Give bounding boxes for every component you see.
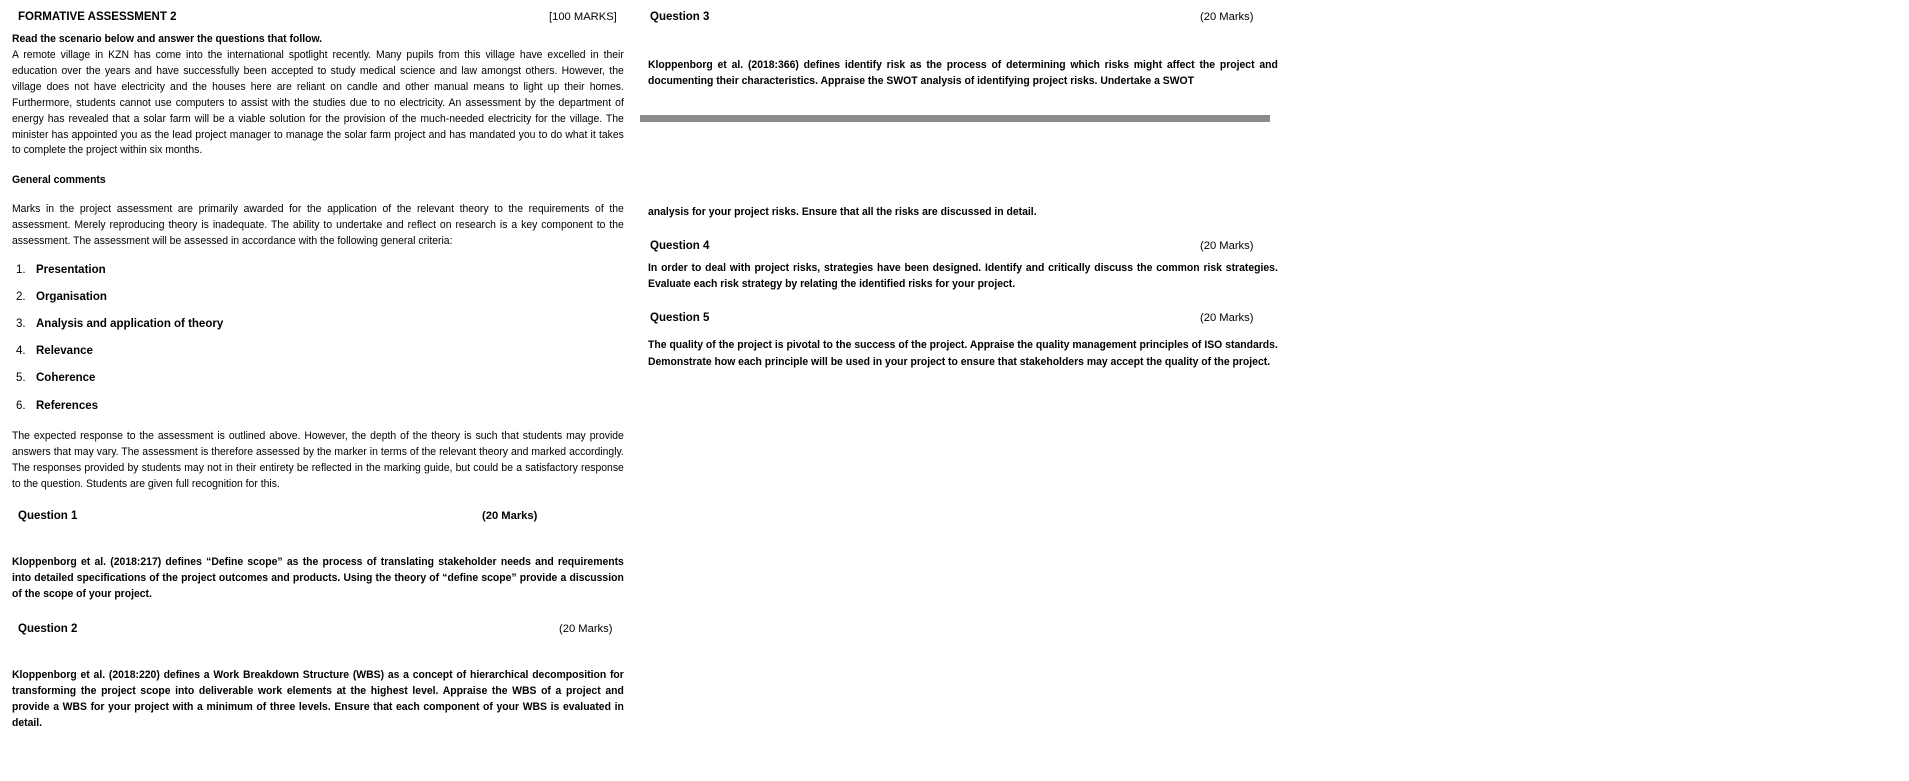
question-marks: (20 Marks) (1200, 312, 1254, 324)
total-marks: [100 MARKS] (549, 11, 617, 23)
question-3-text-part1: Kloppenborg et al. (2018:366) defines identify risk as the process of determining which risks might affect the project and documenting their characteristics. Appraise the SWOT analysis of identifying project risks. Undertake a SWOT (648, 59, 1278, 87)
question-title: Question 2 (18, 623, 78, 635)
question-marks: (20 Marks) (482, 510, 538, 522)
criteria-item: 3. Analysis and application of theory (16, 318, 224, 330)
criteria-item: 1. Presentation (16, 264, 106, 276)
question-title: Question 3 (650, 11, 710, 23)
general-comments-heading: General comments (12, 174, 106, 186)
criteria-item: 2. Organisation (16, 291, 107, 303)
question-title: Question 1 (18, 510, 78, 522)
scenario-text: A remote village in KZN has come into the international spotlight recently. Many pupils from this village have excelled in their education over the years and have successfully been accepted to study medical science and law amongst others. However, the village does not have electricity and the houses here are reliant on candle and other manual means to light up their homes. Furthermore, students cannot use computers to assist with the studies due to no electricity. An assessment by the department of energy has revealed that a solar farm will be a viable solution for the provision of the much-needed electricity for the village. The minister has appointed you as the lead project manager to manage the solar farm project and has mandated you to do what it takes to complete the project within six months. (12, 49, 624, 157)
question-2-text: Kloppenborg et al. (2018:220) defines a Work Breakdown Structure (WBS) as a concept of hierarchical decomposition for transforming the project scope into deliverable work elements at the highest level. Appraise the WBS of a project and provide a WBS for your project with a minimum of three levels. Ensure that each component of your WBS is evaluated in detail. (12, 669, 624, 729)
page-title: FORMATIVE ASSESSMENT 2 (18, 11, 177, 23)
question-marks: (20 Marks) (1200, 11, 1254, 23)
scenario-heading: Read the scenario below and answer the questions that follow. (12, 33, 323, 45)
question-4-text: In order to deal with project risks, strategies have been designed. Identify and critically discuss the common risk strategies. Evaluate each risk strategy by relating the identified risks for your project. (648, 262, 1278, 290)
criteria-item: 6. References (16, 400, 99, 412)
question-3-text-part2: analysis for your project risks. Ensure that all the risks are discussed in detail. (648, 206, 1037, 218)
page-break-divider (640, 115, 1270, 122)
criteria-item: 5. Coherence (16, 372, 96, 384)
criteria-item: 4. Relevance (16, 345, 93, 357)
general-comments-closing: The expected response to the assessment is outlined above. However, the depth of the theory is such that students may provide answers that may vary. The assessment is therefore assessed by the marker in terms of the relevant theory and marked accordingly. The responses provided by students may not in their entirety be reflected in the marking guide, but could be a satisfactory response to the question. Students are given full recognition for this. (12, 430, 624, 490)
question-5-text: The quality of the project is pivotal to the success of the project. Appraise the quality management principles of ISO standards. Demonstrate how each principle will be used in your project to ensure that stakeholders may accept the quality of the project. (648, 339, 1278, 368)
general-comments-intro: Marks in the project assessment are primarily awarded for the application of the relevant theory to the requirements of the assessment. Merely reproducing theory is inadequate. The ability to undertake and reflect on research is a key component to the assessment. The assessment will be assessed in accordance with the following general criteria: (12, 203, 624, 247)
question-title: Question 5 (650, 312, 710, 324)
question-marks: (20 Marks) (559, 623, 613, 635)
question-1-text: Kloppenborg et al. (2018:217) defines “Define scope” as the process of translating stakeholder needs and requirements into detailed specifications of the project outcomes and products. Using the theory of “define scope” provide a discussion of the scope of your project. (12, 556, 624, 600)
question-marks: (20 Marks) (1200, 240, 1254, 252)
question-title: Question 4 (650, 240, 710, 252)
